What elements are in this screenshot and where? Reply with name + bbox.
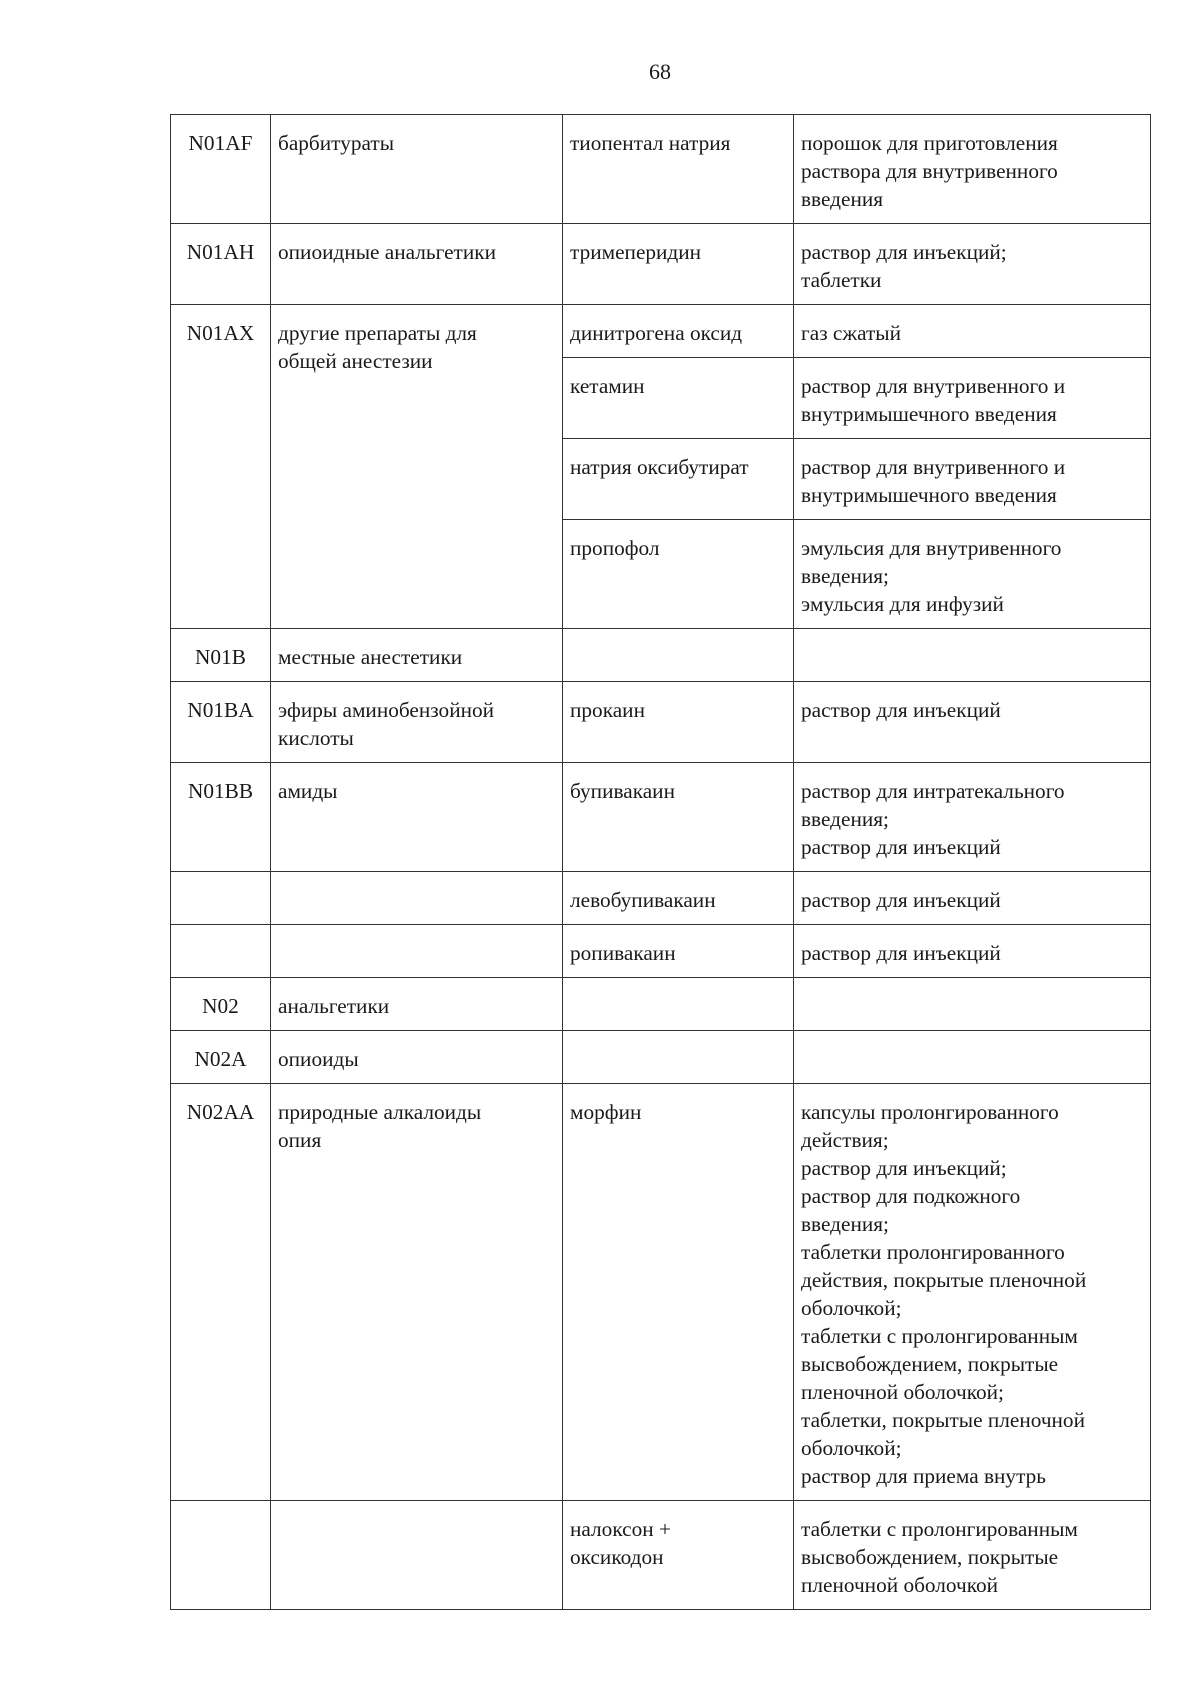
group-name-cell: эфиры аминобензойной кислоты bbox=[271, 682, 563, 763]
dosage-form-cell: раствор для инъекций bbox=[794, 682, 1151, 763]
table-row bbox=[171, 978, 1151, 1031]
dosage-form-cell: раствор для интратекального введения; раствор для инъекций bbox=[794, 763, 1151, 872]
drug-name-cell: налоксон + оксикодон bbox=[563, 1501, 794, 1610]
group-name-cell bbox=[271, 872, 563, 925]
atc-code-cell bbox=[171, 1501, 271, 1610]
dosage-form-cell bbox=[794, 629, 1151, 682]
atc-code-cell: N01BA bbox=[171, 682, 271, 763]
drug-name-cell bbox=[563, 978, 794, 1031]
drug-name-cell: морфин bbox=[563, 1084, 794, 1501]
drug-name-cell: ропивакаин bbox=[563, 925, 794, 978]
dosage-form-cell bbox=[794, 978, 1151, 1031]
group-name-cell: опиоидные анальгетики bbox=[271, 224, 563, 305]
atc-code-cell bbox=[171, 872, 271, 925]
atc-code-cell: N01AX bbox=[171, 305, 271, 629]
atc-code-cell: N02A bbox=[171, 1031, 271, 1084]
table-row bbox=[171, 1084, 1151, 1501]
group-name-cell: опиоиды bbox=[271, 1031, 563, 1084]
dosage-form-cell: эмульсия для внутривенного введения; эмульсия для инфузий bbox=[794, 520, 1151, 629]
group-name-cell: анальгетики bbox=[271, 978, 563, 1031]
dosage-form-cell: газ сжатый bbox=[794, 305, 1151, 358]
table-row bbox=[171, 925, 1151, 978]
atc-code-cell: N01B bbox=[171, 629, 271, 682]
dosage-form-cell: раствор для внутривенного и внутримышечного введения bbox=[794, 439, 1151, 520]
table-row bbox=[171, 115, 1151, 224]
dosage-form-cell: раствор для инъекций; таблетки bbox=[794, 224, 1151, 305]
page-number: 68 bbox=[649, 59, 671, 84]
atc-code-cell: N01BB bbox=[171, 763, 271, 872]
drug-name-cell: кетамин bbox=[563, 358, 794, 439]
table-row bbox=[171, 682, 1151, 763]
atc-code-cell bbox=[171, 925, 271, 978]
table-row bbox=[171, 872, 1151, 925]
dosage-form-cell bbox=[794, 1031, 1151, 1084]
dosage-form-cell: порошок для приготовления раствора для внутривенного введения bbox=[794, 115, 1151, 224]
table-row bbox=[171, 224, 1151, 305]
group-name-cell: местные анестетики bbox=[271, 629, 563, 682]
drug-name-cell bbox=[563, 1031, 794, 1084]
drug-table bbox=[170, 114, 1151, 1610]
drug-name-cell: прокаин bbox=[563, 682, 794, 763]
drug-name-cell: бупивакаин bbox=[563, 763, 794, 872]
table-row bbox=[171, 629, 1151, 682]
table-row bbox=[171, 763, 1151, 872]
group-name-cell: природные алкалоиды опия bbox=[271, 1084, 563, 1501]
dosage-form-cell: раствор для внутривенного и внутримышечного введения bbox=[794, 358, 1151, 439]
table-row bbox=[171, 1031, 1151, 1084]
drug-table-body bbox=[171, 115, 1151, 1610]
dosage-form-cell: раствор для инъекций bbox=[794, 872, 1151, 925]
table-row bbox=[171, 305, 1151, 358]
atc-code-cell: N02 bbox=[171, 978, 271, 1031]
dosage-form-cell: капсулы пролонгированного действия; раствор для инъекций; раствор для подкожного введения; таблетки пролонгированного действия, покрытые пленочной оболочкой; таблетки с пролонгированным высвобождением, покрытые пленочной оболочкой; таблетки, покрытые пленочной оболочкой; раствор для приема внутрь bbox=[794, 1084, 1151, 1501]
drug-name-cell bbox=[563, 629, 794, 682]
atc-code-cell: N02AA bbox=[171, 1084, 271, 1501]
drug-name-cell: тримеперидин bbox=[563, 224, 794, 305]
drug-name-cell: натрия оксибутират bbox=[563, 439, 794, 520]
drug-name-cell: тиопентал натрия bbox=[563, 115, 794, 224]
group-name-cell bbox=[271, 925, 563, 978]
drug-name-cell: пропофол bbox=[563, 520, 794, 629]
drug-name-cell: левобупивакаин bbox=[563, 872, 794, 925]
dosage-form-cell: раствор для инъекций bbox=[794, 925, 1151, 978]
drug-name-cell: динитрогена оксид bbox=[563, 305, 794, 358]
group-name-cell: другие препараты для общей анестезии bbox=[271, 305, 563, 629]
dosage-form-cell: таблетки с пролонгированным высвобождением, покрытые пленочной оболочкой bbox=[794, 1501, 1151, 1610]
group-name-cell: амиды bbox=[271, 763, 563, 872]
group-name-cell bbox=[271, 1501, 563, 1610]
atc-code-cell: N01AF bbox=[171, 115, 271, 224]
group-name-cell: барбитураты bbox=[271, 115, 563, 224]
atc-code-cell: N01AH bbox=[171, 224, 271, 305]
table-row bbox=[171, 1501, 1151, 1610]
